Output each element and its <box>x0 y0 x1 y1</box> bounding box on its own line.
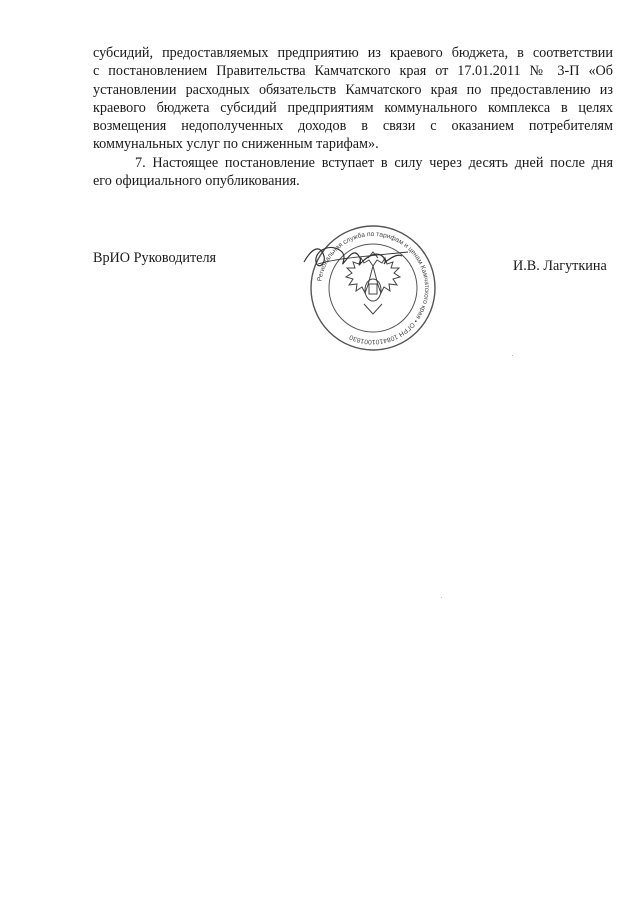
signatory-name: И.В. Лагуткина <box>513 258 607 274</box>
paragraph-line: коммунальных услуг по сниженным тарифам». <box>93 136 379 153</box>
scan-speck <box>512 355 513 356</box>
signatory-title: ВрИО Руководителя <box>93 250 217 266</box>
seal-ring-text: Региональная служба по тарифам и ценам Камчатского края • ОГРН 1084101001830 <box>316 230 431 346</box>
paragraph-line: субсидий, предоставляемых предприятию из краевого бюджета, в соответствии <box>93 45 613 61</box>
paragraph-line: с постановлением Правительства Камчатского края от 17.01.2011 № 3-П «Об <box>93 63 613 80</box>
document-body <box>93 44 613 190</box>
seal-inner-ring <box>329 244 417 332</box>
official-seal-stamp <box>298 218 448 358</box>
clause-7-line: 7. Настоящее постановление вступает в силу через десять дней после дня <box>135 154 613 171</box>
paragraph-line: возмещения недополученных доходов в связи с оказанием потребителям <box>93 118 613 135</box>
scan-speck <box>441 597 442 598</box>
paragraph-line: установлении расходных обязательств Камчатского края по предоставлению из <box>93 81 613 98</box>
seal-outer-ring <box>311 226 435 350</box>
coat-of-arms-eagle-icon <box>346 252 400 314</box>
paragraph-line: краевого бюджета субсидий предприятиям коммунального комплекса в целях <box>93 99 613 116</box>
clause-7-line: его официального опубликования. <box>93 173 300 190</box>
